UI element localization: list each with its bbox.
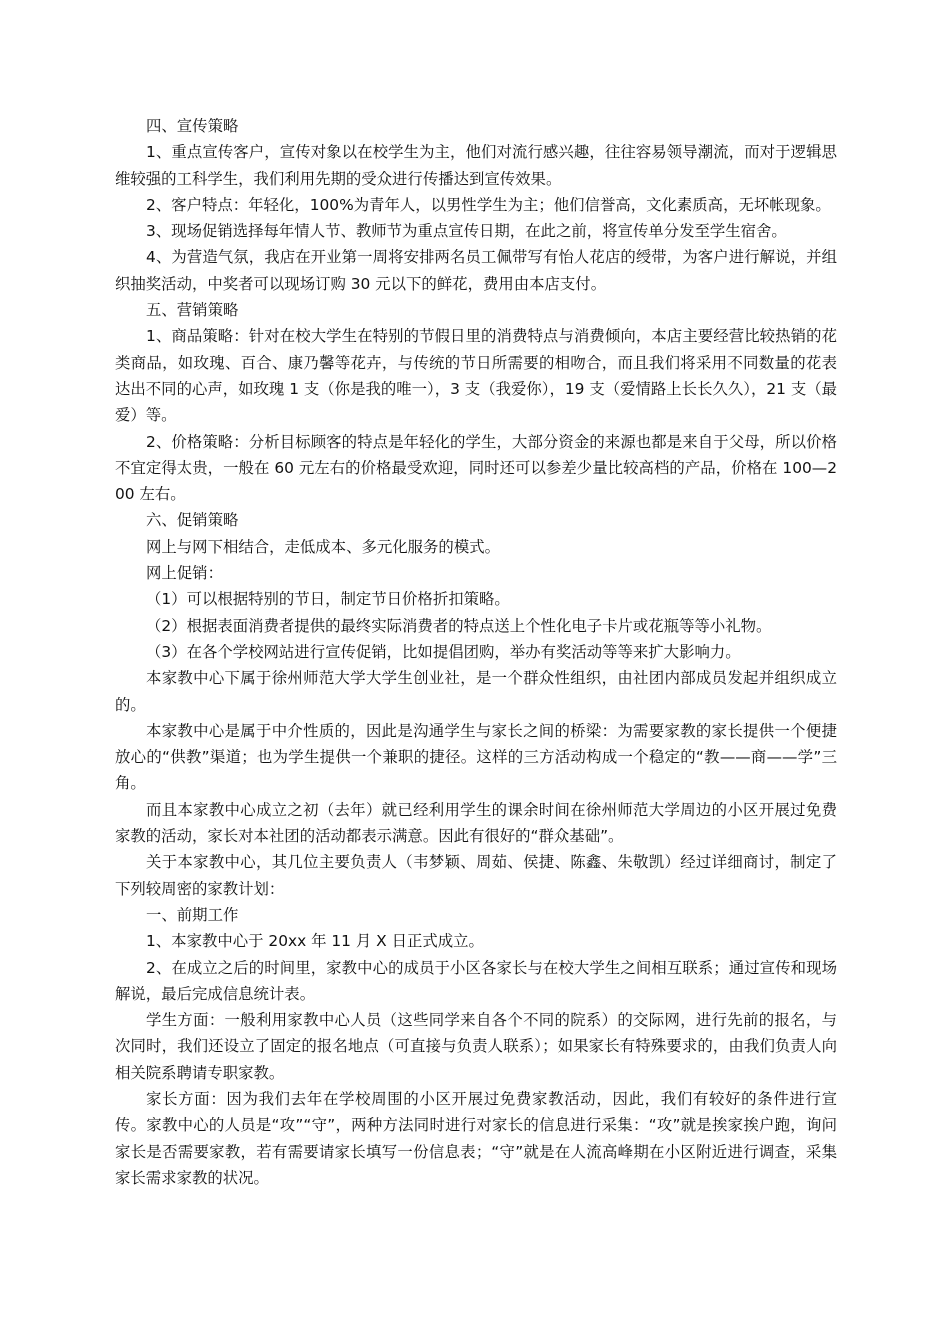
- paragraph: 2、价格策略：分析目标顾客的特点是年轻化的学生，大部分资金的来源也都是来自于父母，所以价格不宜定得太贵，一般在 60 元左右的价格最受欢迎，同时还可以参差少量比较高档的产品，价格在 100—200 左右。: [115, 432, 837, 504]
- list-item: （1）可以根据特别的节日，制定节日价格折扣策略。: [146, 590, 510, 609]
- paragraph: 4、为营造气氛，我店在开业第一周将安排两名员工佩带写有怡人花店的绶带，为客户进行解说，并组织抽奖活动，中奖者可以现场订购 30 元以下的鲜花，费用由本店支付。: [115, 248, 837, 293]
- document-body: [115, 113, 837, 1191]
- paragraph: 本家教中心下属于徐州师范大学大学生创业社，是一个群众性组织，由社团内部成员发起并组织成立的。: [115, 669, 837, 714]
- paragraph: 1、商品策略：针对在校大学生在特别的节假日里的消费特点与消费倾向，本店主要经营比较热销的花类商品，如玫瑰、百合、康乃馨等花卉，与传统的节日所需要的相吻合，而且我们将采用不同数量的花表达出不同的心声，如玫瑰 1 支（你是我的唯一），3 支（我爱你），19 支（爱情路上长长久久），21 支（最爱）等。: [115, 327, 837, 425]
- paragraph: 网上促销：: [146, 564, 223, 583]
- list-item: （3）在各个学校网站进行宣传促销，比如提倡团购，举办有奖活动等等来扩大影响力。: [146, 642, 741, 661]
- paragraph: 本家教中心是属于中介性质的，因此是沟通学生与家长之间的桥梁：为需要家教的家长提供一个便捷放心的“供教”渠道；也为学生提供一个兼职的捷径。这样的三方活动构成一个稳定的“教——商——学”三角。: [115, 721, 837, 793]
- heading-sales-promotion: 六、促销策略: [146, 511, 239, 530]
- paragraph: 学生方面：一般利用家教中心人员（这些同学来自各个不同的院系）的交际网，进行先前的报名，与次同时，我们还设立了固定的报名地点（可直接与负责人联系）；如果家长有特殊要求的，由我们负责人向相关院系聘请专职家教。: [115, 1011, 837, 1082]
- paragraph: 2、在成立之后的时间里，家教中心的成员于小区各家长与在校大学生之间相互联系；通过宣传和现场解说，最后完成信息统计表。: [115, 958, 837, 1003]
- paragraph: 网上与网下相结合，走低成本、多元化服务的模式。: [146, 537, 500, 556]
- paragraph: 关于本家教中心，其几位主要负责人（韦梦颖、周茹、侯捷、陈鑫、朱敬凯）经过详细商讨，制定了下列较周密的家教计划：: [115, 853, 837, 898]
- paragraph: 3、现场促销选择每年情人节、教师节为重点宣传日期，在此之前，将宣传单分发至学生宿舍。: [146, 222, 787, 241]
- heading-preliminary-work: 一、前期工作: [146, 905, 239, 924]
- paragraph: 家长方面：因为我们去年在学校周围的小区开展过免费家教活动，因此，我们有较好的条件进行宣传。家教中心的人员是“攻”“守”，两种方法同时进行对家长的信息进行采集：“攻”就是挨家挨户跑，询问家长是否需要家教，若有需要请家长填写一份信息表；“守”就是在人流高峰期在小区附近进行调查，采集家长需求家教的状况。: [115, 1089, 837, 1187]
- paragraph: 1、本家教中心于 20xx 年 11 月 X 日正式成立。: [146, 932, 484, 951]
- paragraph: 2、客户特点：年轻化，100%为青年人，以男性学生为主；他们信誉高，文化素质高，无坏帐现象。: [146, 195, 831, 214]
- heading-marketing-strategy: 五、营销策略: [146, 301, 239, 320]
- heading-promotion-strategy: 四、宣传策略: [146, 117, 239, 135]
- paragraph: 而且本家教中心成立之初（去年）就已经利用学生的课余时间在徐州师范大学周边的小区开展过免费家教的活动，家长对本社团的活动都表示满意。因此有很好的“群众基础”。: [115, 800, 837, 846]
- list-item: （2）根据表面消费者提供的最终实际消费者的特点送上个性化电子卡片或花瓶等等小礼物。: [146, 616, 772, 635]
- paragraph: 1、重点宣传客户，宣传对象以在校学生为主，他们对流行感兴趣，往往容易领导潮流，而对于逻辑思维较强的工科学生，我们利用先期的受众进行传播达到宣传效果。: [115, 143, 837, 188]
